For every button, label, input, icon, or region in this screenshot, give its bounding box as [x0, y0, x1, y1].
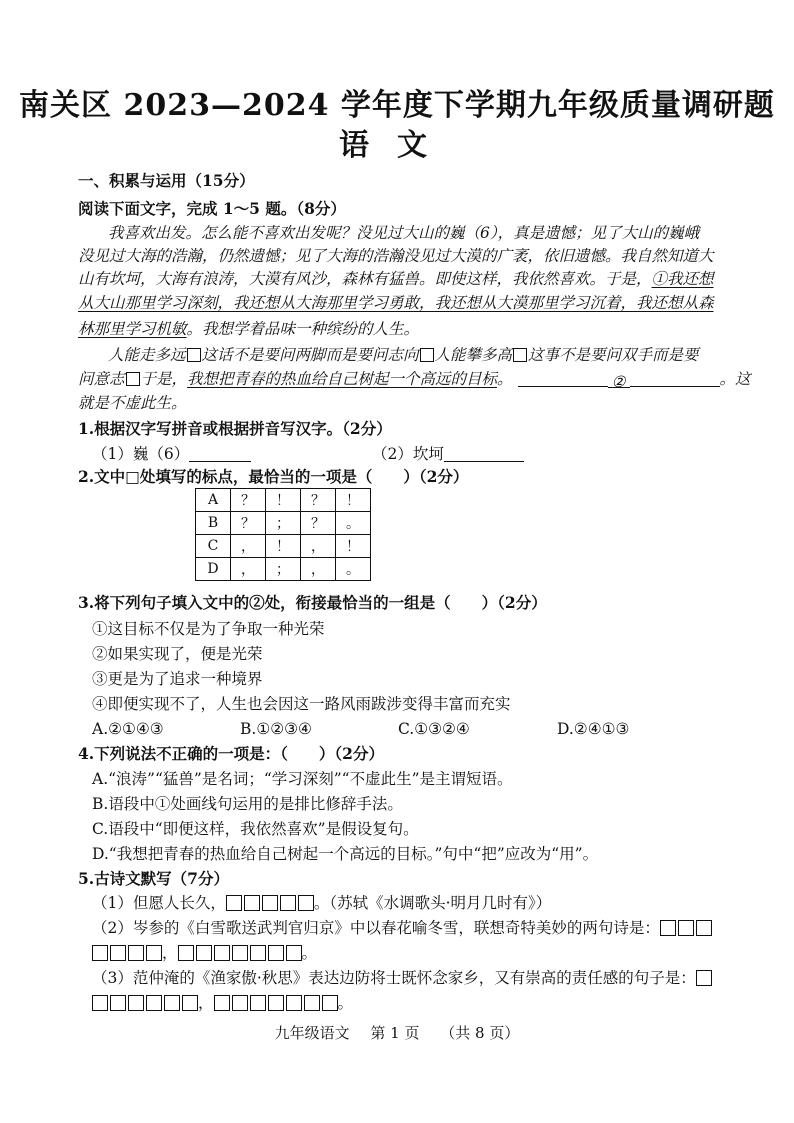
q5-text: 。 — [337, 994, 354, 1012]
blank-box[interactable] — [187, 348, 201, 362]
q5-text: ， — [162, 944, 178, 962]
question-5-stem: 5.古诗文默写（7分） — [78, 869, 229, 888]
table-cell: ！ — [336, 535, 371, 558]
answer-boxes[interactable] — [92, 945, 162, 961]
q5-text: （3）范仲淹的《渔家傲·秋思》表达边防将士既怀念家乡，又有崇高的责任感的句子是： — [92, 969, 696, 987]
page-footer — [0, 1022, 794, 1043]
reading-intro: 阅读下面文字，完成 1～5 题。（8分） — [78, 199, 346, 218]
passage-text: 问意志 — [78, 370, 125, 388]
passage-line — [108, 344, 699, 366]
q4-option-c[interactable]: C.语段中“即便这样，我依然喜欢”是假设复句。 — [92, 820, 419, 838]
q4-option-d[interactable]: D.“我想把青春的热血给自己树起一个高远的目标。”句中“把”应改为“用”。 — [92, 845, 599, 863]
table-cell: ， — [231, 558, 266, 581]
q4-option-a[interactable]: A.“浪涛”“猛兽”是名词；“学习深刻”“不虚此生”是主谓短语。 — [92, 770, 513, 788]
table-cell: 。 — [336, 512, 371, 535]
answer-blank[interactable] — [189, 445, 251, 462]
answer-boxes[interactable] — [226, 895, 314, 911]
q5-text: （1）但愿人长久， — [92, 894, 226, 912]
passage-line — [78, 268, 714, 290]
q4-option-b[interactable]: B.语段中①处画线句运用的是排比修辞手法。 — [92, 795, 403, 813]
answer-boxes[interactable] — [92, 995, 198, 1011]
table-cell: 。 — [336, 558, 371, 581]
question-1a-label: （1）巍（6） — [92, 445, 190, 463]
table-cell: D — [196, 558, 231, 581]
punctuation-options-table — [195, 488, 371, 581]
passage-text: 人能攀多高 — [434, 346, 513, 364]
answer-blank-marker: ② — [608, 371, 630, 388]
blank-box[interactable] — [420, 348, 434, 362]
table-cell: ！ — [266, 489, 301, 512]
blank-box[interactable] — [126, 372, 140, 386]
section-heading: 一、积累与运用（15分） — [78, 171, 255, 190]
answer-blank[interactable] — [518, 370, 608, 387]
q5-item-2-cont — [92, 942, 317, 964]
passage-text: 。 — [497, 370, 513, 388]
question-4-stem: 4.下列说法不正确的一项是：（ ）（2分） — [78, 744, 384, 763]
passage-text: 山有坎坷，大海有浪涛，大漠有风沙，森林有猛兽。即使这样，我依然喜欢。于是， — [78, 270, 652, 288]
footer-total-pages: （共 8 页） — [440, 1024, 520, 1042]
question-1b — [372, 443, 524, 465]
q5-item-3-cont — [92, 992, 353, 1014]
table-row — [196, 558, 371, 581]
q5-item-3 — [92, 967, 712, 989]
q5-text: 。（苏轼《水调歌头·明月几时有》） — [313, 894, 552, 912]
answer-boxes[interactable] — [178, 945, 302, 961]
q3-option-b[interactable]: B.①②③④ — [240, 720, 312, 738]
footer-page-number: 第 1 页 — [370, 1024, 420, 1042]
q3-item: ②如果实现了，便是光荣 — [92, 645, 263, 663]
underlined-sentence: ①我还想 — [651, 270, 714, 288]
question-3-stem: 3.将下列句子填入文中的②处，衔接最恰当的一组是（ ）（2分） — [78, 593, 547, 612]
page-title: 南关区 2023—2024 学年度下学期九年级质量调研题 — [19, 88, 775, 123]
q3-item: ③更是为了追求一种境界 — [92, 670, 263, 688]
q5-item-2 — [92, 917, 712, 939]
subject-title: 语文 — [339, 128, 455, 163]
table-cell: ， — [301, 535, 336, 558]
q3-option-d[interactable]: D.②④①③ — [557, 720, 630, 738]
underlined-sentence: 我想把青春的热血给自己树起一个高远的目标 — [187, 370, 498, 388]
footer-grade: 九年级语文 — [274, 1024, 350, 1042]
answer-boxes[interactable] — [214, 995, 338, 1011]
q3-item: ④即便实现不了，人生也会因这一路风雨跋涉变得丰富而充实 — [92, 695, 511, 713]
passage-line — [78, 318, 419, 340]
passage-text: 于是， — [140, 370, 188, 388]
table-row — [196, 535, 371, 558]
table-cell: ； — [266, 512, 301, 535]
passage-line — [78, 368, 751, 390]
passage-text: 这话不是要问两脚而是要问志向 — [201, 346, 419, 364]
answer-boxes[interactable] — [696, 970, 712, 986]
question-1a — [92, 443, 251, 465]
table-cell: ！ — [336, 489, 371, 512]
passage-text: 这事不是要问双手而是要 — [528, 346, 699, 364]
question-2-stem: 2.文中□处填写的标点，最恰当的一项是（ ）（2分） — [78, 467, 469, 486]
passage-text: 。我想学着品味一种缤纷的人生。 — [186, 320, 420, 338]
table-cell: ？ — [231, 489, 266, 512]
table-row — [196, 512, 371, 535]
table-cell: A — [196, 489, 231, 512]
q5-item-1 — [92, 892, 551, 914]
blank-box[interactable] — [513, 348, 527, 362]
answer-blank[interactable] — [630, 370, 720, 387]
q3-option-a[interactable]: A.②①④③ — [92, 720, 164, 738]
q5-text: 。 — [301, 944, 318, 962]
underlined-sentence: 从大山那里学习深刻，我还想从大海那里学习勇敢，我还想从大漠那里学习沉着，我还想从森 — [78, 294, 714, 312]
table-cell: C — [196, 535, 231, 558]
q5-text: （2）岑参的《白雪歌送武判官归京》中以春花喻冬雪，联想奇特美妙的两句诗是： — [92, 919, 660, 937]
table-cell: ！ — [266, 535, 301, 558]
table-cell: ； — [266, 558, 301, 581]
table-row — [196, 489, 371, 512]
table-cell: ， — [301, 558, 336, 581]
passage-line: 没见过大海的浩瀚，仍然遗憾；见了大海的浩瀚没见过大漠的广袤，依旧遗憾。我自然知道大 — [78, 247, 714, 265]
passage-text: 人能走多远 — [108, 346, 186, 364]
table-cell: ？ — [231, 512, 266, 535]
question-1b-label: （2）坎坷 — [372, 445, 444, 463]
answer-boxes[interactable] — [660, 920, 712, 936]
passage-line: 我喜欢出发。怎么能不喜欢出发呢？没见过大山的巍（6），真是遗憾；见了大山的巍峨 — [108, 224, 700, 242]
underlined-sentence: 林那里学习机敏 — [78, 320, 187, 338]
q3-option-c[interactable]: C.①③②④ — [398, 720, 470, 738]
table-cell: ？ — [301, 489, 336, 512]
table-cell: ？ — [301, 512, 336, 535]
table-cell: ， — [231, 535, 266, 558]
answer-blank[interactable] — [444, 445, 524, 462]
q5-text: ， — [198, 994, 214, 1012]
question-1-stem: 1.根据汉字写拼音或根据拼音写汉字。（2分） — [78, 419, 392, 438]
passage-text: 。这 — [719, 370, 751, 388]
passage-line: 就是不虚此生。 — [78, 394, 187, 412]
table-cell: B — [196, 512, 231, 535]
q3-item: ①这目标不仅是为了争取一种光荣 — [92, 620, 325, 638]
